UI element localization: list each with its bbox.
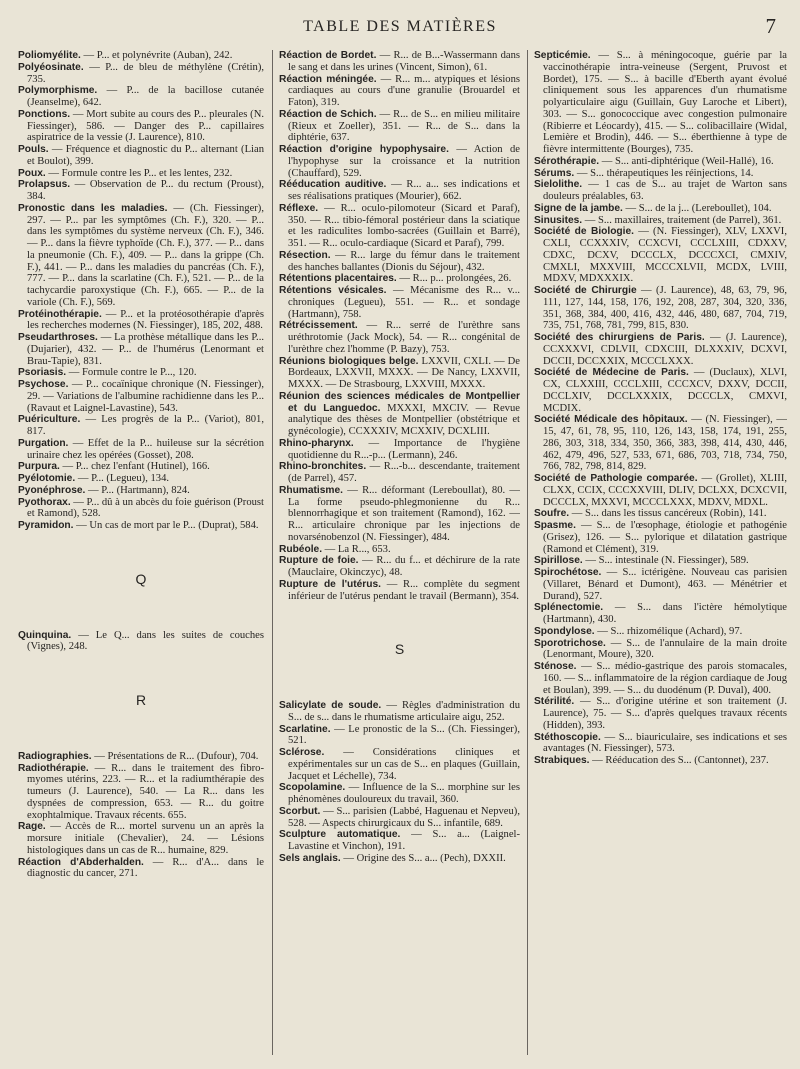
entry-heading: Psychose. bbox=[18, 379, 69, 390]
entry-heading: Splénectomie. bbox=[534, 602, 604, 614]
entry-heading: Réunions biologiques belge. bbox=[279, 355, 419, 367]
entry-text: — La R..., 653. bbox=[322, 543, 391, 555]
index-entry bbox=[18, 379, 264, 414]
index-entry bbox=[534, 755, 787, 767]
index-entry bbox=[279, 320, 520, 355]
index-entry bbox=[534, 414, 787, 473]
entry-heading: Sielolithe. bbox=[534, 179, 583, 191]
index-entry bbox=[534, 50, 787, 156]
index-entry bbox=[534, 367, 787, 414]
entry-text: — P... chez l'enfant (Hutinel), 166. bbox=[59, 461, 210, 473]
entry-heading: Société des chirurgiens de Paris. bbox=[534, 332, 705, 343]
entry-heading: Scopolamine. bbox=[279, 782, 346, 794]
index-column-3 bbox=[527, 50, 787, 1055]
entry-heading: Septicémie. bbox=[534, 50, 591, 61]
entry-text: LXXVII, CXLI. — De Bordeaux, LXXVII, MXXX. — De Nancy, LXXVII, MXXX. — De Strasbourg, LXXVIII, MXXX. bbox=[288, 355, 520, 390]
entry-heading: Société de Médecine de Paris. bbox=[534, 367, 689, 379]
entry-text: — S... maxillaires, traitement (de Parrel), 361. bbox=[582, 214, 782, 226]
entry-heading: Rhumatisme. bbox=[279, 484, 343, 496]
index-entry bbox=[18, 414, 264, 438]
entry-heading: Pouls. bbox=[18, 144, 49, 155]
index-entry bbox=[18, 62, 264, 86]
index-entry bbox=[279, 724, 520, 748]
entry-heading: Scarlatine. bbox=[279, 723, 331, 735]
entry-text: — (J. Laurence), CCXXXVI, CDLVII, CDXCIII, DLXXXIV, DCXVI, DCCII, DCCXXIX, MCCCLXXX. bbox=[543, 332, 787, 367]
entry-text: — P... (Hartmann), 824. bbox=[85, 484, 190, 496]
page-title: TABLE DES MATIÈRES bbox=[303, 18, 497, 35]
index-entry bbox=[279, 391, 520, 438]
index-entry bbox=[279, 203, 520, 250]
entry-heading: Polymorphisme. bbox=[18, 85, 98, 97]
index-entry bbox=[18, 85, 264, 109]
entry-heading: Poliomyélite. bbox=[18, 50, 81, 61]
index-entry bbox=[534, 226, 787, 285]
entry-heading: Pyélotomie. bbox=[18, 473, 76, 484]
entry-heading: Rubéole. bbox=[279, 543, 323, 555]
entry-text: — S... thérapeutiques les réinjections, 14. bbox=[574, 167, 754, 179]
entry-heading: Rupture de foie. bbox=[279, 555, 359, 567]
index-entry bbox=[18, 332, 264, 367]
entry-heading: Pyonéphrose. bbox=[18, 484, 86, 496]
entry-text: — S... de l'annulaire de la main droite (Lenormant, Moure), 320. bbox=[543, 637, 787, 661]
entry-text: — Formule contre le P..., 120. bbox=[66, 367, 197, 379]
entry-text: — P... de bleu de méthylène (Crétin), 735. bbox=[27, 61, 264, 85]
index-entry bbox=[18, 309, 264, 333]
entry-heading: Strabiques. bbox=[534, 755, 590, 766]
entry-text: — Importance de l'hygiène quotidienne du R...-p... (Lermann), 246. bbox=[288, 437, 520, 461]
index-entry bbox=[279, 438, 520, 462]
entry-text: — 1 cas de S... au trajet de Warton sans douleurs préalables, 63. bbox=[543, 179, 787, 202]
entry-heading: Spondylose. bbox=[534, 625, 595, 637]
entry-text: — Mécanisme des R... v... chroniques (Legueu), 551. — R... et sondage (Hartmann), 758. bbox=[288, 285, 520, 320]
index-entry bbox=[279, 461, 520, 485]
entry-text: — P... et polynévrite (Auban), 242. bbox=[80, 50, 233, 61]
entry-heading: Soufre. bbox=[534, 508, 570, 520]
entry-heading: Sculpture automatique. bbox=[279, 829, 401, 841]
entry-heading: Résection. bbox=[279, 249, 331, 261]
index-entry bbox=[18, 473, 264, 485]
entry-heading: Réaction d'Abderhalden. bbox=[18, 856, 144, 868]
entry-text: — R... de S... en milieu militaire (Rieux et Zoeller), 351. — R... de S... dans la diphtérie, 637. bbox=[288, 108, 520, 144]
index-entry bbox=[279, 144, 520, 179]
index-entry bbox=[18, 203, 264, 309]
entry-text: — S... intestinale (N. Fiessinger), 589. bbox=[582, 555, 749, 567]
index-entry bbox=[279, 806, 520, 830]
index-entry bbox=[279, 782, 520, 806]
index-entry bbox=[279, 74, 520, 109]
entry-text: — S... biauriculaire, ses indications et ses avantages (N. Fiessinger), 573. bbox=[543, 731, 787, 755]
index-entry bbox=[279, 853, 520, 865]
index-entry bbox=[279, 544, 520, 556]
entry-heading: Rétentions vésicales. bbox=[279, 285, 387, 296]
entry-text: — Rééducation des S... (Cantonnet), 237. bbox=[589, 755, 769, 766]
entry-heading: Stéthoscopie. bbox=[534, 731, 601, 743]
entry-text: — R... du f... et déchirure de la rate (Mauclaire, Okinczyc), 48. bbox=[288, 555, 520, 578]
index-entry bbox=[18, 367, 264, 379]
entry-text: — (J. Laurence), 48, 63, 79, 96, 111, 127, 144, 158, 176, 192, 208, 287, 304, 320, 336, 351, 368, 384, 400, 416, 432, 446, 480, 687, 704, 719, 735, 751, 768, 781, 799, 815, 830. bbox=[543, 285, 787, 332]
entry-text: — (Ch. Fiessinger), 297. — P... par les symptômes (Ch. F.), 320. — P... dans les symptômes du système nerveux (Ch. F.), 346. — P... dans la fièvre typhoïde (Ch. F.), 377. — P... dans la pneumonie (Ch. F.), 409. — P... dans la grippe (Ch. F.), 441. — P... dans les maladies du pancréas (Ch. F.), 777. — P... dans la scarlatine (Ch. F.), 521. — P... de la tachycardie paroxystique (Ch. F.), 665. — P... de la variole (Ch. F.), 569. bbox=[27, 202, 264, 308]
entry-heading: Psoriasis. bbox=[18, 367, 67, 379]
index-entry bbox=[534, 520, 787, 555]
entry-text: — Action de l'hypophyse sur la croissance et la nutrition (Chauffard), 529. bbox=[288, 144, 520, 179]
entry-heading: Société de Pathologie comparée. bbox=[534, 473, 698, 484]
section-letter: R bbox=[135, 692, 147, 708]
entry-heading: Rupture de l'utérus. bbox=[279, 578, 381, 590]
index-entry bbox=[534, 555, 787, 567]
index-entry bbox=[18, 168, 264, 180]
entry-text: — Influence de la S... morphine sur les phénomènes douloureux du travail, 360. bbox=[288, 782, 520, 805]
entry-text: — Les progrès de la P... (Variot), 801, 817. bbox=[27, 414, 264, 437]
index-column-1 bbox=[18, 50, 264, 1055]
index-entry bbox=[18, 485, 264, 497]
entry-text: — Règles d'administration du S... de s... dans le rhumatisme articulaire aigu, 252. bbox=[288, 700, 520, 723]
entry-text: — Formule contre les P... et les lentes, 232. bbox=[45, 167, 233, 179]
index-entry bbox=[279, 179, 520, 203]
entry-heading: Spasme. bbox=[534, 520, 576, 531]
entry-heading: Sels anglais. bbox=[279, 852, 341, 864]
entry-text: — R... de B...-Wassermann dans le sang et dans les urines (Vincent, Simon), 61. bbox=[288, 50, 520, 73]
entry-heading: Salicylate de soude. bbox=[279, 700, 382, 711]
entry-text: — R...-b... descendante, traitement (de Parrel), 457. bbox=[288, 461, 520, 484]
index-entry bbox=[279, 700, 520, 724]
entry-text: — S... rhizomélique (Achard), 97. bbox=[594, 625, 743, 637]
entry-text: — R... d'A... dans le diagnostic du cancer, 271. bbox=[27, 856, 264, 880]
entry-heading: Réaction de Bordet. bbox=[279, 50, 377, 61]
entry-text: — (N. Fiessinger), — 15, 47, 61, 78, 95, 110, 126, 143, 158, 174, 191, 255, 286, 303, 318, 334, 350, 366, 383, 398, 414, 430, 446, 462, 479, 496, 527, 533, 671, 686, 703, 718, 734, 750, 766, 782, 798, 814, 829. bbox=[543, 414, 787, 473]
index-entry bbox=[279, 485, 520, 544]
index-entry bbox=[279, 50, 520, 74]
entry-text: — Origine des S... a... (Pech), DXXII. bbox=[340, 852, 506, 864]
entry-text: — Observation de P... du rectum (Proust), 384. bbox=[27, 179, 264, 202]
index-entry bbox=[534, 567, 787, 602]
entry-text: MXXXI, MXCIV. — Revue analytique des thèses de Montpellier (obstétrique et gynécologie), CCXXXIV, MCXXIV, DCXLIII. bbox=[288, 402, 520, 437]
entry-heading: Sténose. bbox=[534, 661, 577, 672]
entry-heading: Sérums. bbox=[534, 167, 575, 179]
entry-heading: Réaction de Schich. bbox=[279, 108, 377, 120]
page-header bbox=[0, 14, 800, 42]
entry-text: — La prothèse métallique dans les P... (Dujarier), 432. — P... de l'humérus (Lenormant et Brau-Tapie), 831. bbox=[27, 332, 264, 367]
index-entry bbox=[534, 638, 787, 662]
entry-text: — S... ictérigène. Nouveau cas parisien (Villaret, Bénard et Dumont), 463. — Ménétrier et Durand), 527. bbox=[543, 567, 787, 602]
entry-text: — P... de la bacillose cutanée (Jeanselme), 642. bbox=[27, 85, 264, 108]
entry-text: — Considérations cliniques et expérimentales sur un cas de S... en plaques (Guillain, Jacquet et Léchelle), 734. bbox=[288, 747, 520, 782]
index-entry bbox=[18, 144, 264, 168]
index-entry bbox=[534, 602, 787, 626]
entry-text: — (Grollet), XLIII, CLXX, CCIX, CCCXXVIII, DLIV, DCLXX, DCXCVII, DCCCLX, MXXVI, MCCCLXXX, MDXV, MDXL. bbox=[543, 473, 787, 508]
entry-heading: Rhino-pharynx. bbox=[279, 437, 354, 449]
entry-text: — Présentations de R... (Dufour), 704. bbox=[91, 750, 259, 762]
entry-text: — R... déformant (Lereboullat), 80. — La forme pseudo-phlegmonienne du R... blennorrhagique et son traitement (Ramond), 162. — R... articulaire chronique par les injections de novarsénobenzol (N. Fiessinger), 484. bbox=[288, 484, 520, 543]
entry-heading: Prolapsus. bbox=[18, 179, 71, 191]
entry-heading: Rétentions placentaires. bbox=[279, 273, 397, 285]
entry-heading: Signe de la jambe. bbox=[534, 202, 623, 214]
entry-text: — S... dans les tissus cancéreux (Robin), 141. bbox=[569, 508, 767, 520]
entry-text: — Le Q... dans les suites de couches (Vignes), 248. bbox=[27, 629, 264, 653]
entry-heading: Rage. bbox=[18, 821, 46, 833]
entry-text: — (Duclaux), XLVI, CX, CLXXIII, CCCLXIII, CCCXCV, DXXV, DCCII, DCCLXIV, DCCLXXXIX, DCCCLX, CMXVI, MCDIX. bbox=[543, 367, 787, 414]
index-entry bbox=[18, 520, 264, 532]
entry-text: — S... de la j... (Lereboullet), 104. bbox=[622, 202, 772, 214]
entry-heading: Purpura. bbox=[18, 461, 60, 473]
entry-heading: Spirillose. bbox=[534, 555, 583, 567]
entry-text: — R... complète du segment inférieur de l'utérus pendant le travail (Bermann), 354. bbox=[288, 578, 520, 602]
entry-heading: Société Médicale des hôpitaux. bbox=[534, 414, 688, 426]
entry-text: — R... oculo-pilomoteur (Sicard et Paraf), 350. — R... tibio-fémoral postérieur dans la sciatique et les radiculites lombo-sacrées (Guillain et Barré), 351. — R... oculo-cardiaque (Sicard et Paraf), 799. bbox=[288, 202, 520, 249]
section-letter: Q bbox=[135, 570, 147, 587]
entry-text: — S... dans l'ictère hémolytique (Hartmann), 430. bbox=[543, 602, 787, 625]
entry-heading: Scorbut. bbox=[279, 805, 321, 817]
entry-text: — S... médio-gastrique des parois stomacales, 160. — S... inflammatoire de la région cardiaque de Joug et Boulan), 399. — S... du duodénum (P. Duval), 400. bbox=[543, 661, 787, 696]
entry-heading: Réaction méningée. bbox=[279, 73, 377, 85]
index-entry bbox=[279, 250, 520, 274]
entry-heading: Réaction d'origine hypophysaire. bbox=[279, 144, 449, 155]
index-entry bbox=[534, 179, 787, 203]
index-entry bbox=[279, 555, 520, 579]
index-entry bbox=[279, 579, 520, 603]
entry-heading: Radiographies. bbox=[18, 750, 92, 762]
index-entry bbox=[279, 829, 520, 853]
index-entry bbox=[18, 109, 264, 144]
index-entry bbox=[18, 751, 264, 763]
entry-text: — S... a... (Laignel-Lavastine et Vinchon), 191. bbox=[288, 829, 520, 852]
entry-text: — S... de l'œsophage, étiologie et pathogénie (Grisez), 126. — S... pylorique et dilatation gastrique (Ramond et Clément), 319. bbox=[543, 520, 787, 555]
index-entry bbox=[18, 763, 264, 822]
index-entry bbox=[279, 273, 520, 285]
entry-heading: Spirochétose. bbox=[534, 567, 602, 578]
entry-text: — R... p... prolongées, 26. bbox=[396, 273, 512, 285]
entry-heading: Polyéosinate. bbox=[18, 61, 84, 73]
page-number: 7 bbox=[765, 14, 776, 38]
index-entry bbox=[534, 168, 787, 180]
index-entry bbox=[279, 285, 520, 320]
entry-text: — Fréquence et diagnostic du P... alternant (Lian et Boulot), 399. bbox=[27, 144, 264, 167]
entry-heading: Ponctions. bbox=[18, 108, 71, 120]
entry-text: — (N. Fiessinger), XLV, LXXVI, CXLI, CCXXXIV, CCXCVI, CCCLXIII, CDXXV, CDXC, DCXV, DCCCLX, DCCCXCI, CMXIV, CMXLI, MXXVIII, MCCCXLVII, MCDX, LVIII, MDXV, MDXXXIX. bbox=[543, 226, 787, 285]
entry-text: — Mort subite au cours des P... pleurales (N. Fiessinger), 586. — Danger des P... capillaires aspiratrice de la vessie (J. Laurence), 810. bbox=[27, 108, 264, 144]
entry-text: — R... serré de l'urèthre sans uréthrotomie (Jack Mock), 54. — R... congénital de l'urèthre chez l'homme (P. Bazy), 753. bbox=[288, 320, 520, 355]
index-column-2 bbox=[272, 50, 520, 1055]
index-entry bbox=[18, 461, 264, 473]
entry-heading: Sinusites. bbox=[534, 214, 583, 226]
index-entry bbox=[279, 356, 520, 391]
index-entry bbox=[534, 215, 787, 227]
entry-text: — R... m... atypiques et lésions cardiaques au cours d'une granulie (Brouardel et Faton), 319. bbox=[288, 73, 520, 108]
entry-text: — P... et la protéosothérapie d'après les recherches modernes (N. Fiessinger), 185, 202, 488. bbox=[27, 308, 264, 332]
entry-text: — Un cas de mort par le P... (Duprat), 584. bbox=[73, 520, 259, 531]
index-entry bbox=[534, 473, 787, 508]
entry-heading: Pyramidon. bbox=[18, 520, 74, 531]
index-entry bbox=[18, 630, 264, 654]
entry-text: — S... parisien (Labbé, Haguenau et Nepveu), 528. — Aspects chirurgicaux du S... infantile, 689. bbox=[288, 805, 520, 829]
index-entry bbox=[534, 696, 787, 731]
entry-heading: Pseudarthroses. bbox=[18, 332, 98, 343]
index-entry bbox=[534, 626, 787, 638]
entry-heading: Société de Biologie. bbox=[534, 226, 634, 238]
entry-heading: Réunion des sciences médicales de Montpellier et du Languedoc. bbox=[279, 390, 520, 414]
entry-text: — S... d'origine utérine et son traitement (J. Laurence), 75. — S... d'après quelques travaux récents (Hidden), 393. bbox=[543, 696, 787, 731]
index-entry bbox=[18, 497, 264, 521]
entry-heading: Sporotrichose. bbox=[534, 637, 606, 649]
index-entry bbox=[18, 857, 264, 881]
entry-heading: Rétrécissement. bbox=[279, 320, 358, 332]
entry-text: — S... à méningocoque, guérie par la vaccinothérapie intra-veineuse (Sergent, Pruvost et Bordet), 175. — S... à bacille d'Eberth ayant évolué cliniquement sous les apparences d'un rhumatisme polyarticulaire aigu (Guillain, Guy Laroche et Libert), 303. — S... gonococcique avec congestion pulmonaire (Ribierre et Léocardy), 415. — S... colibacillaire (Widal, Lemière et Brodin), 446. — S... éberthienne à type de fièvre intermittente (Bourges), 735. bbox=[543, 50, 787, 155]
entry-text: — Effet de la P... huileuse sur la sécrétion urinaire chez les opérées (Gosset), 208. bbox=[27, 437, 264, 461]
index-entry bbox=[534, 285, 787, 332]
entry-text: — Accès de R... mortel survenu un an après la morsure initiale (Chevalier), 24. — Lésions histologiques dans un cas de R... humaine, 829. bbox=[27, 821, 264, 856]
index-entry bbox=[18, 821, 264, 856]
entry-heading: Protéinothérapie. bbox=[18, 308, 102, 320]
index-entry bbox=[534, 508, 787, 520]
entry-heading: Purgation. bbox=[18, 437, 69, 449]
entry-heading: Rhino-bronchites. bbox=[279, 461, 367, 473]
entry-text: — P... (Legueu), 134. bbox=[75, 473, 170, 484]
entry-text: — Le pronostic de la S... (Ch. Fiessinger), 521. bbox=[288, 723, 520, 747]
entry-heading: Puériculture. bbox=[18, 414, 81, 426]
index-entry bbox=[534, 156, 787, 168]
entry-heading: Rééducation auditive. bbox=[279, 179, 387, 191]
index-entry bbox=[534, 732, 787, 756]
entry-heading: Sclérose. bbox=[279, 747, 325, 758]
entry-heading: Société de Chirurgie bbox=[534, 285, 637, 296]
index-entry bbox=[279, 109, 520, 144]
entry-heading: Pronostic dans les maladies. bbox=[18, 202, 168, 214]
index-entry bbox=[534, 332, 787, 367]
entry-text: — P... cocaïnique chronique (N. Fiessinger), 29. — Variations de l'albumine rachidienne dans les P... (Ravaut et Laignel-Lavastine), 543. bbox=[27, 379, 264, 414]
index-entry bbox=[534, 661, 787, 696]
index-entry bbox=[534, 203, 787, 215]
entry-heading: Radiothérapie. bbox=[18, 762, 89, 774]
index-entry bbox=[18, 179, 264, 203]
entry-heading: Sérothérapie. bbox=[534, 155, 600, 167]
entry-heading: Poux. bbox=[18, 167, 46, 179]
entry-text: — R... dans le traitement des fibro-myomes utérins, 223. — R... et la radiumthérapie des tumeurs (J. Laurence), 540. — La R... dans les dyspnées de compression, 653. — R... du goitre exophtalmique. Travaux récents. 655. bbox=[27, 762, 264, 821]
entry-text: — R... a... ses indications et ses réalisations pratiques (Mourier), 662. bbox=[288, 179, 520, 202]
entry-text: — P... dû à un abcès du foie guérison (Proust et Ramond), 528. bbox=[27, 496, 264, 520]
entry-heading: Quinquina. bbox=[18, 629, 72, 641]
section-letter: S bbox=[394, 641, 405, 658]
entry-heading: Réflexe. bbox=[279, 202, 319, 214]
entry-heading: Stérilité. bbox=[534, 696, 575, 708]
index-entry bbox=[18, 50, 264, 62]
index-entry bbox=[18, 438, 264, 462]
entry-text: — R... large du fémur dans le traitement des hanches ballantes (Dionis du Séjour), 432. bbox=[288, 249, 520, 273]
entry-heading: Pyothorax. bbox=[18, 496, 71, 508]
index-entry bbox=[279, 747, 520, 782]
entry-text: — S... anti-diphtérique (Weil-Hallé), 16. bbox=[599, 155, 774, 167]
